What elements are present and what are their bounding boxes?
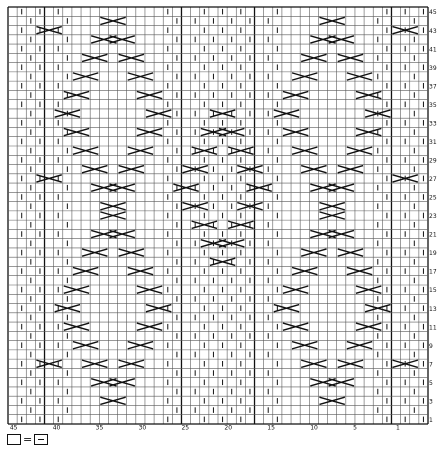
cable-cross-icon xyxy=(329,379,354,386)
cable-cross-icon xyxy=(73,342,98,349)
cable-cross-icon xyxy=(119,360,144,367)
row-number-label: 11 xyxy=(429,324,437,332)
cable-cross-icon xyxy=(283,323,308,330)
cable-cross-icon xyxy=(347,73,372,80)
cable-cross-icon xyxy=(73,147,98,154)
cable-cross-icon xyxy=(100,203,125,210)
column-number-labels xyxy=(10,425,400,431)
cable-cross-icon xyxy=(338,249,363,256)
row-number-label: 5 xyxy=(429,379,433,387)
row-number-labels xyxy=(429,9,437,424)
cable-cross-icon xyxy=(137,91,162,98)
cable-cross-icon xyxy=(319,212,344,219)
row-number-label: 1 xyxy=(429,416,433,424)
cable-cross-icon xyxy=(109,230,134,237)
cable-cross-icon xyxy=(82,54,107,61)
cable-cross-icon xyxy=(301,249,326,256)
row-number-label: 29 xyxy=(429,157,437,165)
cable-cross-icon xyxy=(347,267,372,274)
row-number-label: 41 xyxy=(429,46,437,54)
row-number-label: 19 xyxy=(429,250,437,258)
row-number-label: 9 xyxy=(429,342,433,350)
row-number-label: 27 xyxy=(429,176,437,184)
cable-cross-icon xyxy=(319,17,344,24)
cable-cross-icon xyxy=(356,323,381,330)
column-number-label: 40 xyxy=(52,424,61,430)
purl-symbol-icon xyxy=(34,434,48,445)
cable-cross-icon xyxy=(283,128,308,135)
column-number-label: 20 xyxy=(224,424,233,430)
column-number-label: 10 xyxy=(310,424,318,430)
cable-cross-icon xyxy=(319,397,344,404)
row-number-label: 7 xyxy=(429,361,433,369)
cable-cross-icon xyxy=(109,184,134,191)
cable-cross-icon xyxy=(338,166,363,173)
chart-grid xyxy=(8,7,428,424)
cable-cross-icon xyxy=(82,166,107,173)
cable-cross-icon xyxy=(137,128,162,135)
cable-cross-icon xyxy=(109,379,134,386)
row-number-label: 13 xyxy=(429,305,437,313)
column-number-label: 5 xyxy=(353,424,357,430)
cable-cross-icon xyxy=(292,267,317,274)
row-number-label: 25 xyxy=(429,194,437,202)
cable-cross-icon xyxy=(347,342,372,349)
cable-cross-icon xyxy=(292,147,317,154)
cable-cross-icon xyxy=(82,360,107,367)
cable-cross-icon xyxy=(128,147,153,154)
row-number-label: 23 xyxy=(429,213,437,221)
cable-cross-icon xyxy=(274,110,299,117)
cable-cross-icon xyxy=(128,342,153,349)
cable-cross-icon xyxy=(119,54,144,61)
cable-cross-icon xyxy=(73,267,98,274)
cable-cross-icon xyxy=(347,147,372,154)
cable-cross-icon xyxy=(100,397,125,404)
legend-equals: = xyxy=(23,432,33,446)
row-number-label: 37 xyxy=(429,83,437,91)
cable-cross-icon xyxy=(301,54,326,61)
cable-cross-icon xyxy=(128,73,153,80)
cable-cross-icon xyxy=(283,286,308,293)
cable-cross-icon xyxy=(82,249,107,256)
column-number-label: 25 xyxy=(181,424,190,430)
legend xyxy=(7,432,48,446)
row-number-label: 21 xyxy=(429,231,437,239)
cable-cross-icon xyxy=(329,36,354,43)
cable-cross-icon xyxy=(64,286,89,293)
row-number-label: 3 xyxy=(429,398,433,406)
row-number-label: 17 xyxy=(429,268,437,276)
column-number-label: 45 xyxy=(9,424,18,430)
cable-cross-icon xyxy=(137,286,162,293)
row-number-label: 15 xyxy=(429,287,437,295)
cable-cross-icon xyxy=(137,323,162,330)
cable-cross-icon xyxy=(119,249,144,256)
cable-cross-icon xyxy=(319,203,344,210)
row-number-label: 33 xyxy=(429,120,437,128)
cable-cross-icon xyxy=(100,212,125,219)
cable-cross-icon xyxy=(301,166,326,173)
row-number-label: 43 xyxy=(429,27,437,35)
column-number-label: 15 xyxy=(267,424,275,430)
cable-cross-icon xyxy=(338,54,363,61)
cable-cross-icon xyxy=(119,166,144,173)
column-number-label: 30 xyxy=(138,424,147,430)
cable-cross-icon xyxy=(356,286,381,293)
cable-cross-icon xyxy=(100,17,125,24)
cable-cross-icon xyxy=(301,360,326,367)
row-number-label: 31 xyxy=(429,138,437,146)
cable-cross-icon xyxy=(73,73,98,80)
cable-cross-icon xyxy=(146,110,171,117)
column-number-label: 1 xyxy=(396,424,400,430)
cable-cross-icon xyxy=(283,91,308,98)
cable-cross-icon xyxy=(64,323,89,330)
row-number-label: 39 xyxy=(429,64,437,72)
cable-cross-icon xyxy=(338,360,363,367)
cable-cross-icon xyxy=(128,267,153,274)
cable-cross-icon xyxy=(329,230,354,237)
knit-symbol-icon xyxy=(7,434,21,445)
row-number-label: 35 xyxy=(429,101,437,109)
cable-cross-icon xyxy=(292,73,317,80)
row-number-label: 45 xyxy=(429,9,437,17)
cable-cross-icon xyxy=(292,342,317,349)
cable-cross-icon xyxy=(109,36,134,43)
column-number-label: 35 xyxy=(95,424,104,430)
chart-symbols xyxy=(22,9,424,422)
cable-cross-icon xyxy=(329,184,354,191)
